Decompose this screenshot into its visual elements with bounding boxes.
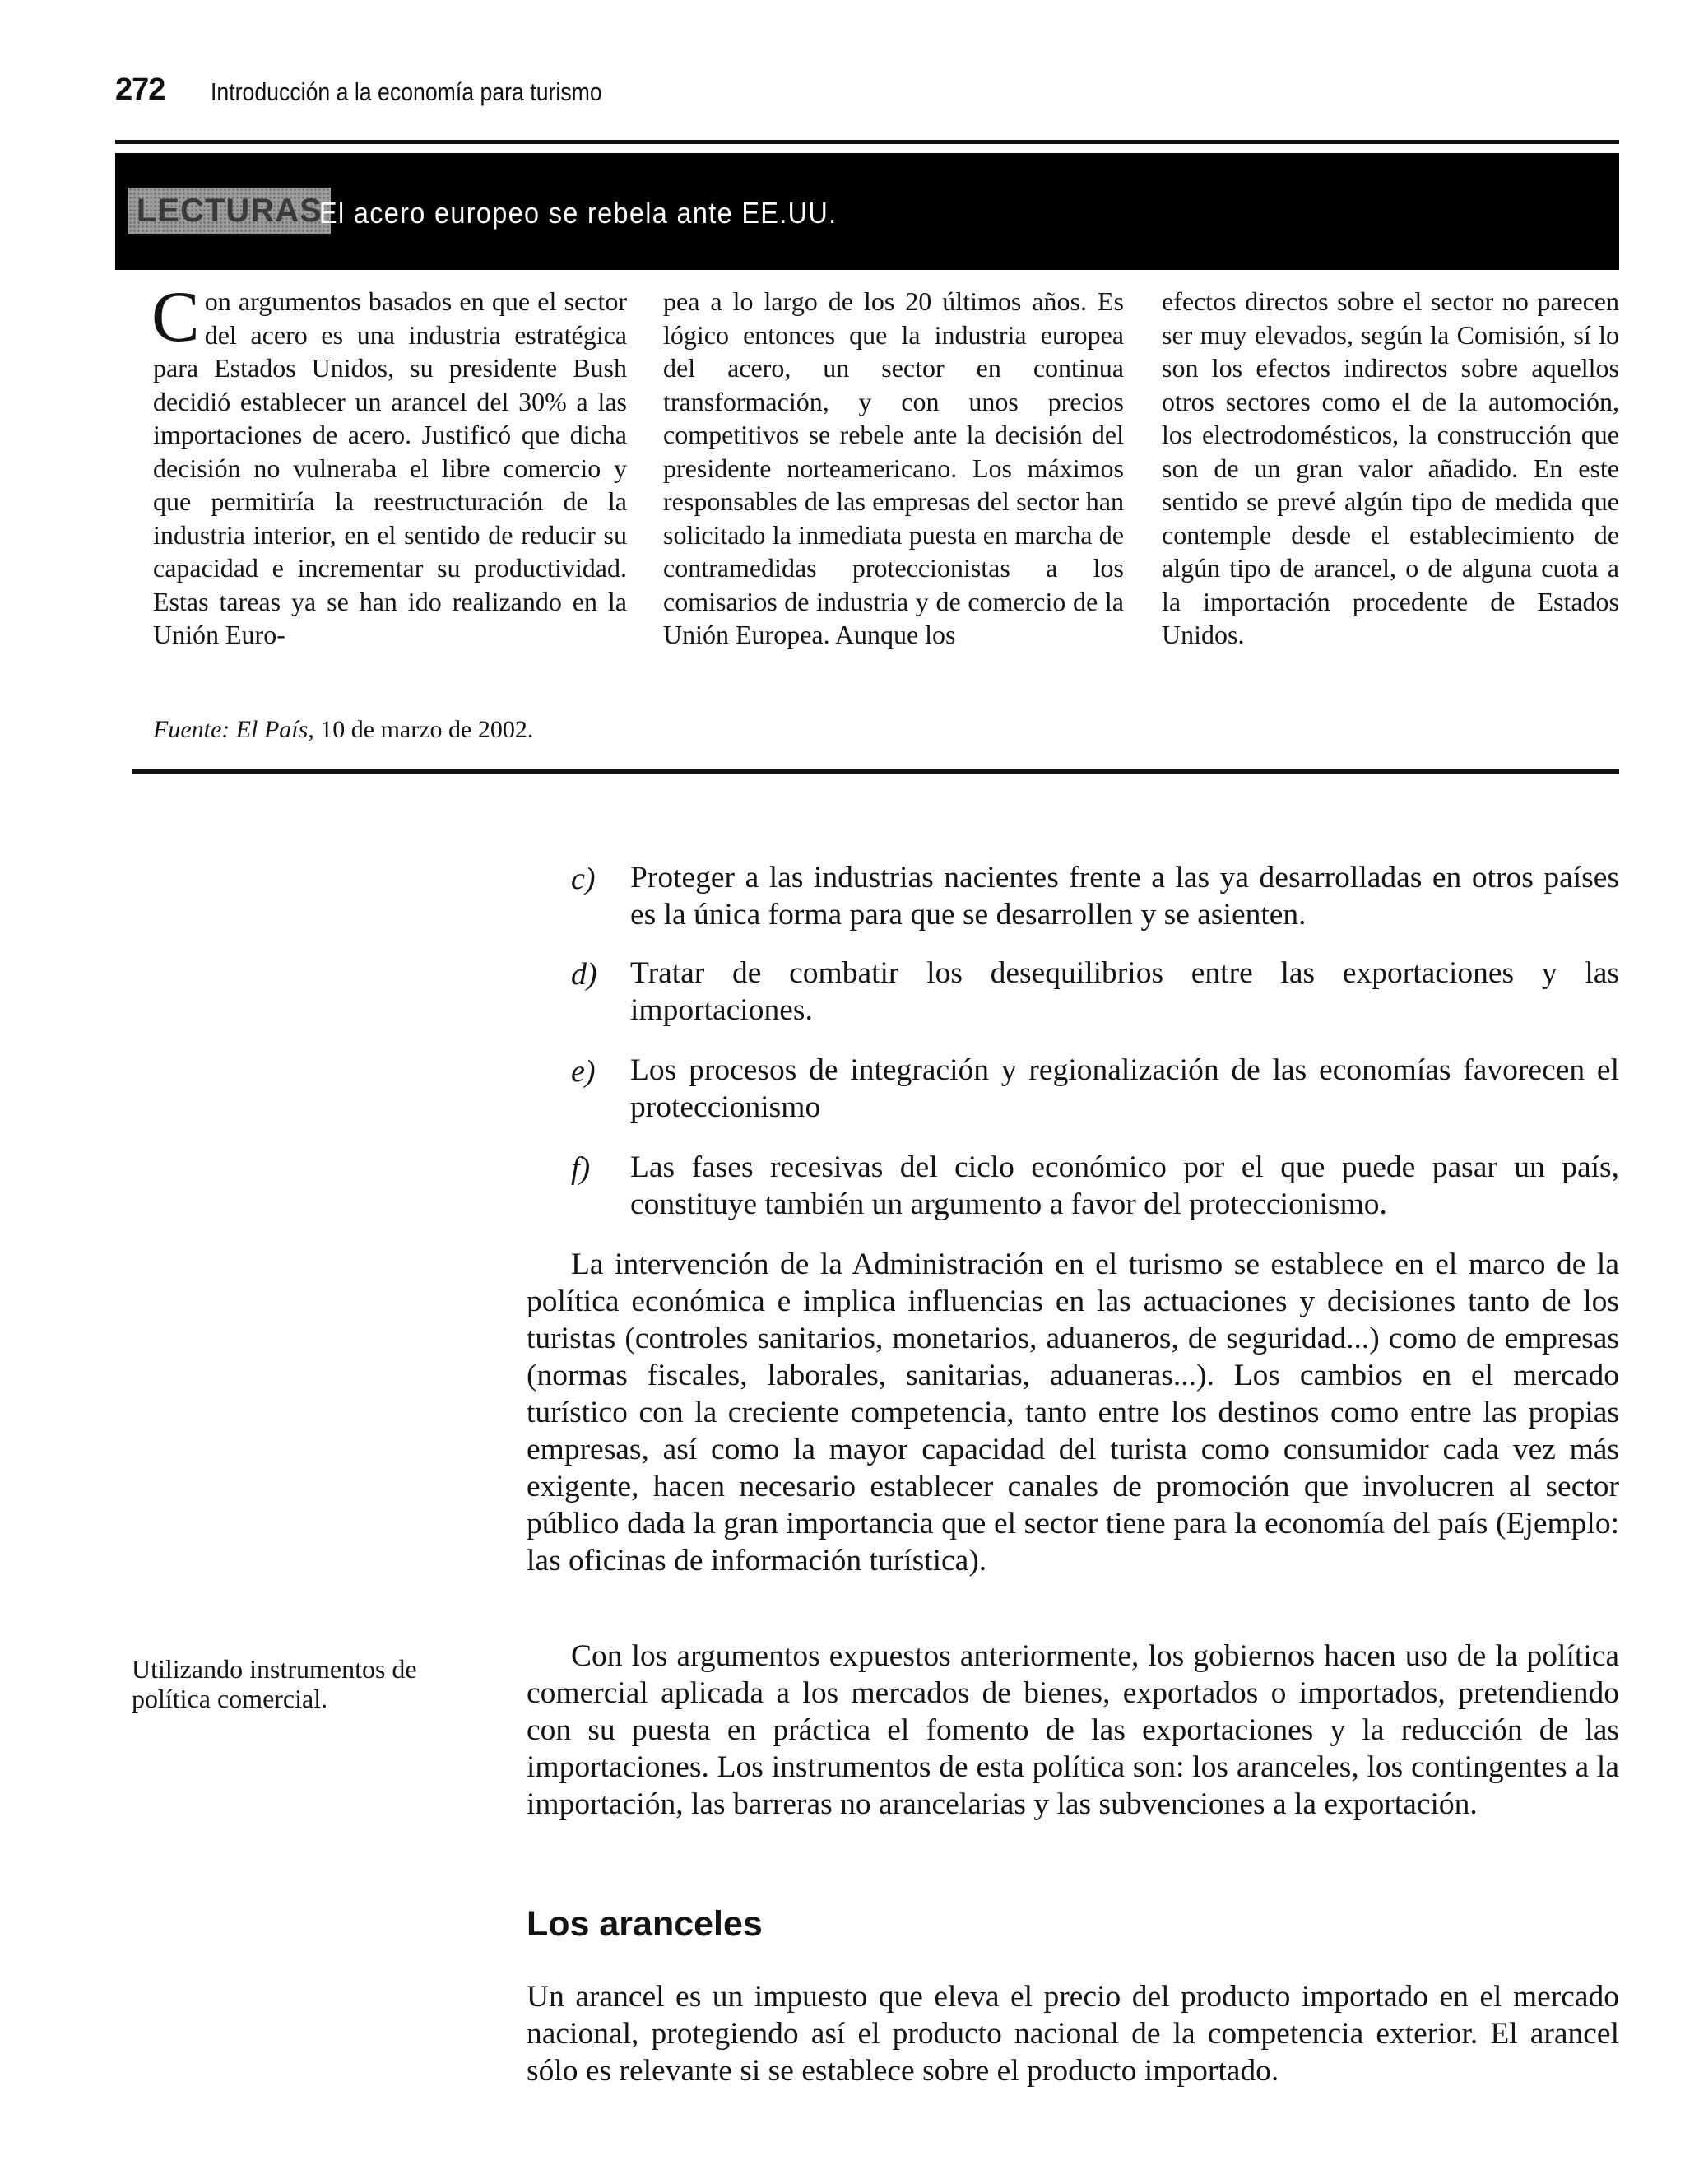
source-date: 10 de marzo de 2002. (320, 716, 534, 743)
body-paragraph-3: Un arancel es un impuesto que eleva el precio del producto importado en el mercado nacional, protegiendo así el producto nacional de la competencia exterior. El arancel sólo es relevante si se establece sobre el producto importado. (527, 1980, 1619, 2088)
lecturas-bottom-rule (132, 769, 1619, 774)
drop-cap: C (151, 277, 200, 357)
lecturas-column-1 (151, 277, 627, 652)
list-item: Tratar de combatir los desequilibrios entre las exportaciones y las importaciones. (630, 956, 1619, 1027)
list-item: Las fases recesivas del ciclo económico por el que puede pasar un país, constituye también un argumento a favor del proteccionismo. (630, 1150, 1619, 1221)
lecturas-badge: LECTURAS (128, 188, 331, 234)
running-title: Introducción a la economía para turismo (211, 77, 602, 106)
section-heading: Los aranceles (527, 1904, 763, 1944)
body-paragraph-1: La intervención de la Administración en el turismo se establece en el marco de la política económica e implica influencias en las actuaciones y decisiones tanto de los turistas (controles sanitarios, monetarios, aduaneros, de seguridad...) como de empresas (normas fiscales, laborales, sanitarias, aduaneras...). Los cambios en el mercado turístico con la creciente competencia, tanto entre los destinos como entre las propias empresas, así como la mayor capacidad del turista como consumidor cada vez más exigente, hacen necesario establecer canales de promoción que involucren al sector público dada la gran importancia que el sector tiene para la economía del país (Ejemplo: las oficinas de información turística). (527, 1248, 1619, 1578)
source-label: Fuente: El País, (153, 716, 314, 743)
list-item: Proteger a las industrias nacientes frente a las ya desarrolladas en otros países es la única forma para que se desarrollen y se asienten. (630, 861, 1619, 932)
lecturas-column-2: pea a lo largo de los 20 últimos años. Es lógico entonces que la industria europea del acero, un sector en continua transformación, y con unos precios competitivos se rebele ante la decisión del presidente norteamericano. Los máximos responsables de las empresas del sector han solicitado la inmediata puesta en marcha de contramedidas proteccionistas a los comisarios de industria y de comercio de la Unión Europea. Aunque los (663, 286, 1124, 649)
margin-note: Utilizando instrumentos de política comercial. (132, 1654, 417, 1713)
list-item-letter: c) (571, 862, 596, 896)
header-rule (115, 140, 1619, 144)
lecturas-column-1-text: on argumentos basados en que el sector del acero es una industria estratégica para Estados Unidos, su presidente Bush decidió establecer un arancel del 30% a las importaciones de acero. Justificó que dicha decisión no vulneraba el libre comercio y que permitiría la reestructuración de la industria interior, en el sentido de reducir su capacidad e incrementar su productividad. Estas tareas ya se han ido realizando en la Unión Euro- (153, 286, 627, 649)
list-item-letter: d) (571, 957, 597, 992)
list-item-letter: e) (571, 1054, 596, 1089)
page-number: 272 (115, 72, 165, 107)
body-paragraph-2: Con los argumentos expuestos anteriormente, los gobiernos hacen uso de la política comercial aplicada a los mercados de bienes, exportados o importados, pretendiendo con su puesta en práctica el fomento de las exportaciones y la reducción de las importaciones. Los instrumentos de esta política son: los aranceles, los contingentes a la importación, las barreras no arancelarias y las subvenciones a la exportación. (527, 1639, 1619, 1821)
list-item: Los procesos de integración y regionalización de las economías favorecen el proteccionismo (630, 1053, 1619, 1124)
lecturas-source (153, 716, 533, 744)
lecturas-title: El acero europeo se rebela ante EE.UU. (319, 196, 838, 230)
lecturas-banner (115, 153, 1619, 270)
list-item-letter: f) (571, 1151, 591, 1186)
lecturas-column-3: efectos directos sobre el sector no parecen ser muy elevados, según la Comisión, sí lo son los efectos indirectos sobre aquellos otros sectores como el de la automoción, los electrodomésticos, la construcción que son de un gran valor añadido. En este sentido se prevé algún tipo de medida que contemple desde el establecimiento de algún tipo de arancel, o de alguna cuota a la importación procedente de Estados Unidos. (1162, 286, 1619, 649)
